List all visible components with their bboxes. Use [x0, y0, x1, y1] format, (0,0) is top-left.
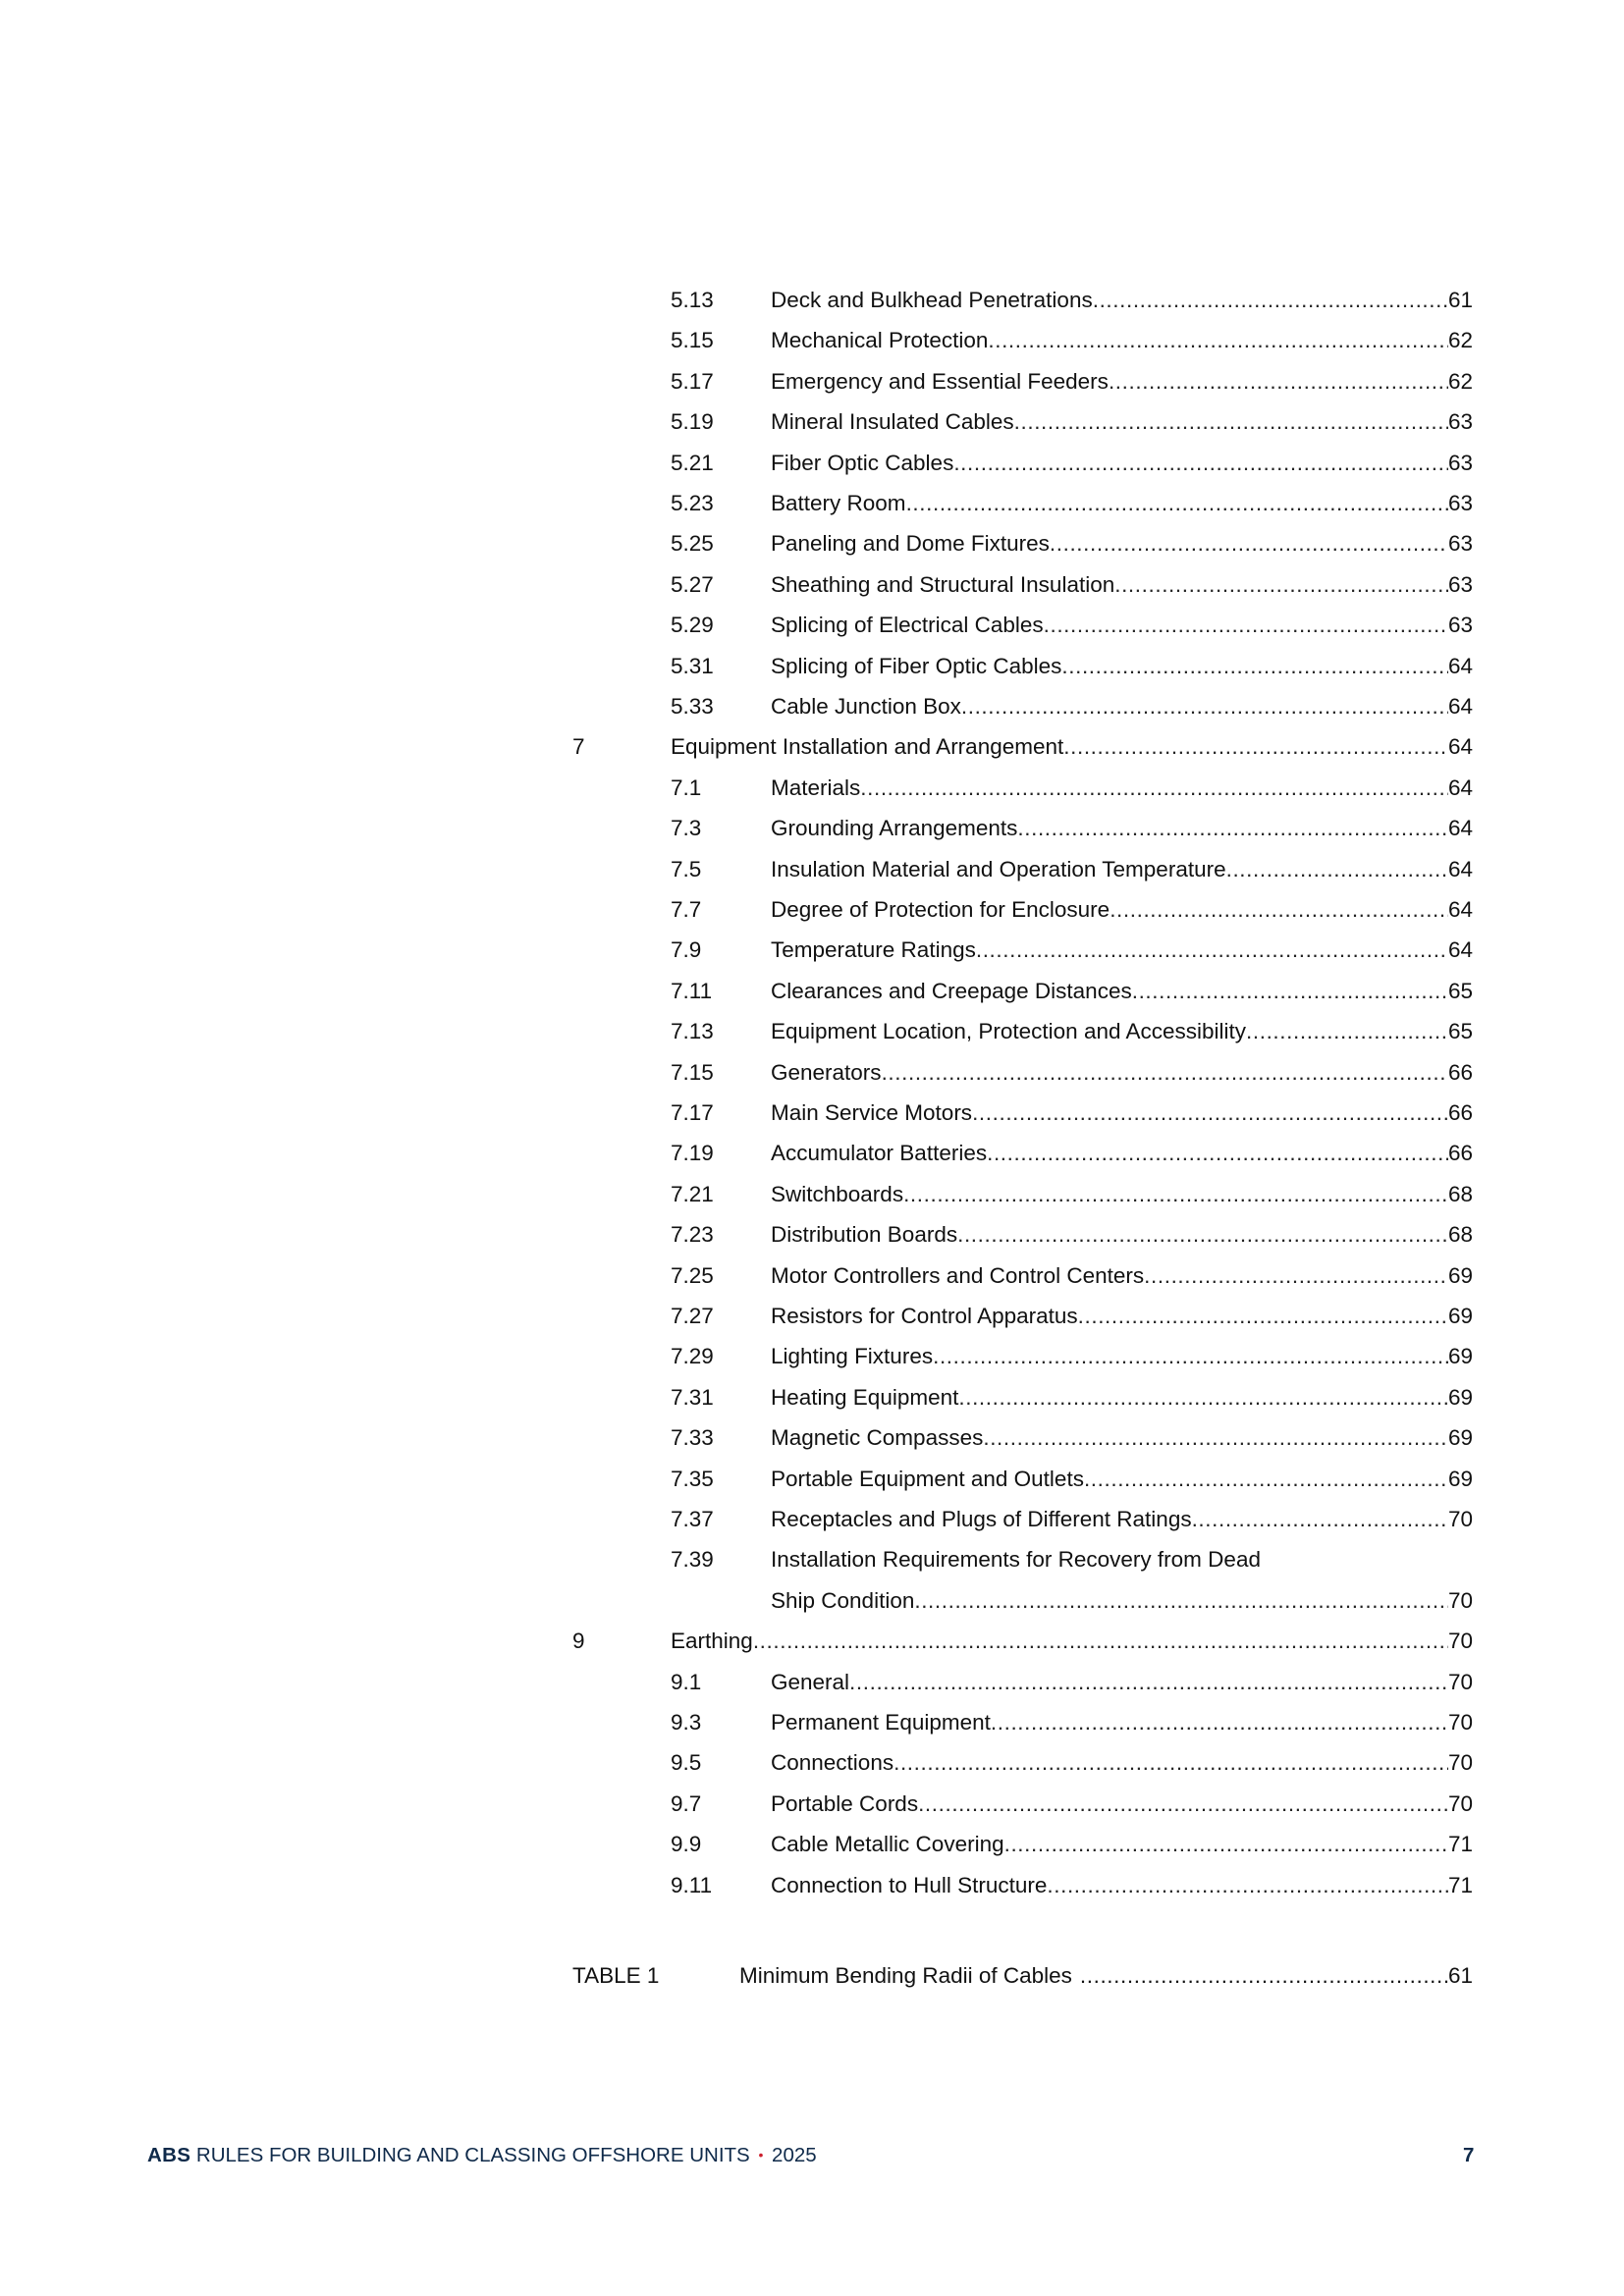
toc-entry-title: Insulation Material and Operation Temperature [771, 856, 1226, 881]
toc-title-line [771, 451, 1473, 476]
dot-leader [1132, 979, 1448, 1004]
toc-subsection-entry[interactable] [0, 491, 1624, 531]
table-title-line [739, 1963, 1473, 1989]
toc-title-line [771, 654, 1473, 679]
toc-title-line [771, 1100, 1473, 1126]
toc-title-line [771, 1791, 1473, 1817]
toc-subsection-entry[interactable] [0, 1750, 1624, 1790]
toc-page-number: 64 [1447, 937, 1473, 963]
toc-page-number: 63 [1447, 613, 1473, 638]
toc-entry-title: Battery Room [771, 491, 906, 515]
toc-page-number: 70 [1447, 1750, 1473, 1776]
dot-leader [1144, 1263, 1448, 1289]
toc-entry-number: 9.5 [671, 1750, 702, 1776]
toc-entry-number: 5.19 [671, 409, 714, 435]
toc-title-line [771, 1182, 1473, 1207]
toc-title-line [771, 572, 1473, 598]
toc-entry-title: Connection to Hull Structure [771, 1872, 1048, 1897]
footer-year: 2025 [772, 2144, 817, 2166]
toc-title-line [671, 1629, 1473, 1654]
toc-entry-number: 7.13 [671, 1019, 714, 1044]
toc-entry-number: 7.3 [671, 816, 702, 841]
toc-entry-number: 7.39 [671, 1547, 714, 1573]
toc-title-line [771, 1588, 1473, 1614]
dot-leader [893, 1750, 1448, 1776]
dot-leader [1063, 734, 1448, 760]
toc-subsection-entry[interactable] [0, 1832, 1624, 1872]
toc-page-number: 62 [1447, 368, 1473, 394]
toc-page-number: 64 [1447, 856, 1473, 881]
toc-subsection-entry[interactable] [0, 328, 1624, 368]
toc-entry-number: 7.15 [671, 1059, 714, 1085]
toc-entry-title: Materials [771, 774, 861, 800]
toc-entry-title: Installation Requirements for Recovery from Dead [771, 1547, 1261, 1573]
dot-leader [918, 1791, 1448, 1817]
toc-entry-number: 5.23 [671, 491, 714, 515]
toc-subsection-entry[interactable] [0, 1100, 1624, 1141]
toc-entry-title: Degree of Protection for Enclosure [771, 897, 1110, 922]
toc-entry-title: Resistors for Control Apparatus [771, 1304, 1078, 1328]
toc-entry-number: 7.33 [671, 1425, 714, 1451]
toc-entry-title: Magnetic Compasses [771, 1425, 984, 1451]
toc-entry-title: Mineral Insulated Cables [771, 409, 1014, 435]
table-list-entry[interactable] [0, 1963, 1624, 2003]
toc-entry-title: Distribution Boards [771, 1222, 958, 1248]
toc-title-line [771, 491, 1473, 516]
dot-leader [1114, 572, 1448, 598]
page-footer [147, 2144, 817, 2167]
toc-title-line [771, 1263, 1473, 1289]
toc-entry-title: Equipment Installation and Arrangement [671, 734, 1064, 760]
toc-subsection-entry[interactable] [0, 1385, 1624, 1425]
dot-leader [1192, 1507, 1448, 1532]
toc-page-number: 70 [1447, 1587, 1473, 1613]
toc-entry-number: 9.1 [671, 1669, 702, 1694]
dot-leader [906, 491, 1448, 516]
toc-entry-number: 7.5 [671, 856, 702, 881]
footer-publication-title: RULES FOR BUILDING AND CLASSING OFFSHORE UNITS [195, 2144, 750, 2166]
toc-title-line [771, 369, 1473, 395]
toc-entry-number: 5.33 [671, 694, 714, 719]
toc-subsection-entry[interactable] [0, 613, 1624, 653]
toc-subsection-entry[interactable] [0, 979, 1624, 1019]
toc-title-line [771, 1344, 1473, 1369]
toc-entry-title: Equipment Location, Protection and Accessibility [771, 1019, 1247, 1044]
dot-leader [1061, 654, 1448, 679]
toc-entry-number: 7.1 [671, 774, 702, 800]
toc-page-number: 70 [1447, 1669, 1473, 1694]
toc-subsection-entry[interactable] [0, 531, 1624, 571]
dot-leader [933, 1344, 1448, 1369]
toc-entry-title: Receptacles and Plugs of Different Ratings [771, 1507, 1192, 1531]
toc-page-number: 71 [1447, 1832, 1473, 1857]
toc-title-line [771, 531, 1473, 557]
toc-entry-number: 5.31 [671, 653, 714, 678]
toc-entry-number: 5.17 [671, 368, 714, 394]
toc-title-line [771, 1873, 1473, 1898]
dot-leader [1226, 857, 1448, 882]
toc-entry-number: 9.11 [671, 1872, 713, 1897]
toc-subsection-entry[interactable] [0, 1263, 1624, 1304]
toc-title-line [771, 775, 1473, 801]
toc-subsection-entry[interactable] [0, 1467, 1624, 1507]
toc-page-number: 64 [1447, 897, 1473, 922]
table-title: Minimum Bending Radii of Cables [739, 1963, 1072, 1988]
toc-entry-number: 5.25 [671, 531, 714, 557]
toc-entry-number: 5.29 [671, 613, 714, 638]
toc-entry-number: 5.15 [671, 328, 714, 353]
toc-page-number: 65 [1447, 978, 1473, 1003]
toc-page-number: 68 [1447, 1222, 1473, 1248]
toc-subsection-entry[interactable] [0, 1507, 1624, 1547]
toc-entry-title: Deck and Bulkhead Penetrations [771, 288, 1093, 312]
toc-page-number: 69 [1447, 1304, 1473, 1328]
dot-leader [972, 1100, 1448, 1126]
toc-entry-number: 7.19 [671, 1141, 714, 1166]
toc-page-number: 64 [1447, 816, 1473, 841]
toc-subsection-entry[interactable] [0, 857, 1624, 897]
toc-entry-title: Switchboards [771, 1181, 904, 1206]
toc-page-number: 63 [1447, 491, 1473, 515]
toc-subsection-entry[interactable] [0, 1141, 1624, 1181]
toc-page-number: 70 [1447, 1710, 1473, 1735]
toc-entry-title: Portable Equipment and Outlets [771, 1466, 1084, 1491]
footer-separator-dot: • [758, 2147, 764, 2163]
toc-title-line [771, 1141, 1473, 1166]
toc-subsection-entry[interactable] [0, 1060, 1624, 1100]
toc-entry-number: 7.11 [671, 978, 713, 1003]
toc-entry-title: Connections [771, 1750, 894, 1776]
toc-page-number: 71 [1447, 1872, 1473, 1897]
toc-entry-number: 7.17 [671, 1100, 714, 1125]
dot-leader [914, 1588, 1448, 1614]
toc-entry-number: 7.35 [671, 1466, 714, 1491]
toc-title-line [771, 328, 1473, 353]
toc-section-entry[interactable] [0, 734, 1624, 774]
toc-subsection-entry[interactable] [0, 937, 1624, 978]
toc-entry-title: Splicing of Fiber Optic Cables [771, 653, 1062, 678]
toc-page-number: 70 [1447, 1507, 1473, 1531]
toc-subsection-entry[interactable] [0, 654, 1624, 694]
toc-subsection-entry[interactable] [0, 1304, 1624, 1344]
toc-subsection-entry[interactable] [0, 694, 1624, 734]
toc-subsection-entry[interactable] [0, 288, 1624, 328]
toc-title-line [771, 1222, 1473, 1248]
toc-entry-title: Clearances and Creepage Distances [771, 978, 1132, 1003]
dot-leader [1050, 531, 1448, 557]
toc-entry-number: 7.23 [671, 1222, 714, 1248]
toc-subsection-entry[interactable] [0, 1710, 1624, 1750]
dot-leader [953, 451, 1448, 476]
toc-subsection-entry[interactable] [0, 572, 1624, 613]
toc-entry-title: Emergency and Essential Feeders [771, 368, 1109, 394]
toc-entry-title: Splicing of Electrical Cables [771, 613, 1044, 638]
toc-subsection-entry[interactable] [0, 1222, 1624, 1262]
toc-entry-number: 7.31 [671, 1384, 714, 1410]
toc-title-line [771, 857, 1473, 882]
toc-page-number: 63 [1447, 571, 1473, 597]
toc-page-number: 70 [1447, 1629, 1473, 1654]
toc-subsection-entry[interactable] [0, 1547, 1624, 1587]
toc-title-line [771, 1060, 1473, 1086]
toc-entry-title: Accumulator Batteries [771, 1141, 988, 1166]
toc-subsection-entry[interactable] [0, 369, 1624, 409]
toc-entry-number: 7.7 [671, 897, 702, 922]
toc-title-line [671, 734, 1473, 760]
dot-leader [1246, 1019, 1448, 1044]
toc-page-number: 63 [1447, 450, 1473, 475]
toc-subsection-entry[interactable] [0, 1670, 1624, 1710]
dot-leader [1093, 288, 1448, 313]
toc-subsection-entry[interactable] [0, 816, 1624, 856]
toc-entry-number: 7.27 [671, 1304, 714, 1328]
toc-title-line [771, 1832, 1473, 1857]
toc-entry-number: 7.9 [671, 937, 702, 963]
dot-leader [860, 775, 1448, 801]
table-page-number: 61 [1447, 1963, 1473, 1988]
toc-page-number: 69 [1447, 1344, 1473, 1369]
toc-page-number: 69 [1447, 1384, 1473, 1410]
toc-title-line [771, 897, 1473, 923]
toc-title-line [771, 816, 1473, 841]
toc-title-line [771, 1467, 1473, 1492]
toc-page-number: 61 [1447, 288, 1473, 312]
toc-page-number: 66 [1447, 1059, 1473, 1085]
toc-entry-number: 7.25 [671, 1262, 714, 1288]
toc-entry-title: Paneling and Dome Fixtures [771, 531, 1050, 557]
toc-entry-title: Cable Metallic Covering [771, 1832, 1004, 1857]
toc-page-number: 64 [1447, 694, 1473, 719]
toc-page-number: 66 [1447, 1141, 1473, 1166]
toc-entry-title: Portable Cords [771, 1790, 919, 1816]
footer-brand-logo: ABS [147, 2144, 191, 2166]
toc-title-line [771, 613, 1473, 638]
toc-entry-number: 7 [572, 734, 585, 760]
dot-leader [1017, 816, 1448, 841]
toc-entry-title: Cable Junction Box [771, 694, 961, 719]
toc-entry-title: Fiber Optic Cables [771, 450, 954, 475]
toc-page-number: 70 [1447, 1790, 1473, 1816]
toc-entry-title: Mechanical Protection [771, 328, 989, 353]
toc-entry-number: 9.7 [671, 1790, 702, 1816]
dot-leader [983, 1425, 1448, 1451]
table-label: TABLE 1 [572, 1963, 660, 1988]
toc-subsection-entry[interactable] [0, 1019, 1624, 1059]
dot-leader [1080, 1963, 1448, 1989]
toc-entry-number: 9.9 [671, 1832, 702, 1857]
toc-entry-title: Main Service Motors [771, 1100, 973, 1125]
toc-entry-title: Lighting Fixtures [771, 1344, 934, 1369]
toc-subsection-entry[interactable] [0, 775, 1624, 816]
toc-page-number: 69 [1447, 1466, 1473, 1491]
toc-entry-title: Heating Equipment [771, 1384, 959, 1410]
footer-page-number: 7 [1463, 2144, 1475, 2166]
toc-title-line [771, 1670, 1473, 1695]
dot-leader [961, 694, 1448, 720]
toc-title-line [771, 409, 1473, 435]
toc-entry-title: Permanent Equipment [771, 1710, 991, 1735]
toc-page-number: 63 [1447, 531, 1473, 557]
toc-title-line [771, 1750, 1473, 1776]
dot-leader [988, 328, 1448, 353]
dot-leader [1004, 1832, 1448, 1857]
toc-subsection-entry[interactable] [0, 897, 1624, 937]
toc-title-line [771, 1547, 1473, 1573]
toc-entry-number: 9.3 [671, 1710, 702, 1735]
toc-page-number: 65 [1447, 1019, 1473, 1044]
toc-page-number: 68 [1447, 1181, 1473, 1206]
dot-leader [991, 1710, 1448, 1735]
toc-subsection-entry[interactable] [0, 1344, 1624, 1384]
dot-leader [1109, 369, 1448, 395]
toc-page-number: 62 [1447, 328, 1473, 353]
toc-entry-number: 5.21 [671, 450, 714, 475]
toc-subsection-entry[interactable] [0, 1182, 1624, 1222]
toc-title-line [771, 1425, 1473, 1451]
toc-title-line [771, 288, 1473, 313]
toc-title-line [771, 937, 1473, 963]
toc-title-line [771, 1385, 1473, 1411]
toc-entry-number: 9 [572, 1629, 585, 1654]
toc-page-number: 63 [1447, 409, 1473, 435]
dot-leader [1078, 1304, 1448, 1329]
toc-section-entry[interactable] [0, 1629, 1624, 1669]
dot-leader [1084, 1467, 1448, 1492]
toc-entry-title: Sheathing and Structural Insulation [771, 571, 1115, 597]
toc-entry-title: Motor Controllers and Control Centers [771, 1262, 1145, 1288]
toc-page-number: 66 [1447, 1100, 1473, 1125]
toc-title-line [771, 979, 1473, 1004]
toc-page-number: 69 [1447, 1262, 1473, 1288]
toc-entry-number: 7.21 [671, 1181, 714, 1206]
toc-subsection-entry[interactable] [0, 451, 1624, 491]
toc-title-line [771, 1304, 1473, 1329]
toc-title-line [771, 1507, 1473, 1532]
dot-leader [1044, 613, 1448, 638]
toc-page-number: 64 [1447, 774, 1473, 800]
dot-leader [957, 1222, 1448, 1248]
toc-page-number: 64 [1447, 653, 1473, 678]
toc-subsection-entry-continuation[interactable] [0, 1588, 1624, 1629]
toc-entry-title: Earthing [671, 1629, 753, 1654]
toc-page-number: 64 [1447, 734, 1473, 760]
dot-leader [1047, 1873, 1448, 1898]
dot-leader [882, 1060, 1448, 1086]
dot-leader [849, 1670, 1448, 1695]
dot-leader [1014, 409, 1448, 435]
dot-leader [753, 1629, 1448, 1654]
dot-leader [1110, 897, 1448, 923]
dot-leader [958, 1385, 1448, 1411]
toc-entry-title: General [771, 1669, 850, 1694]
toc-subsection-entry[interactable] [0, 1791, 1624, 1832]
toc-page-number: 69 [1447, 1425, 1473, 1451]
toc-entry-title: Ship Condition [771, 1587, 915, 1613]
toc-entry-number: 5.13 [671, 288, 714, 312]
toc-subsection-entry[interactable] [0, 1873, 1624, 1913]
toc-entry-title: Grounding Arrangements [771, 816, 1018, 841]
toc-title-line [771, 694, 1473, 720]
toc-entry-title: Temperature Ratings [771, 937, 976, 963]
toc-entry-number: 5.27 [671, 571, 714, 597]
dot-leader [903, 1182, 1448, 1207]
dot-leader [976, 937, 1448, 963]
toc-subsection-entry[interactable] [0, 1425, 1624, 1466]
toc-title-line [771, 1710, 1473, 1735]
dot-leader [987, 1141, 1448, 1166]
toc-entry-number: 7.37 [671, 1507, 714, 1531]
toc-entry-title: Generators [771, 1059, 882, 1085]
toc-entry-number: 7.29 [671, 1344, 714, 1369]
toc-title-line [771, 1019, 1473, 1044]
toc-subsection-entry[interactable] [0, 409, 1624, 450]
